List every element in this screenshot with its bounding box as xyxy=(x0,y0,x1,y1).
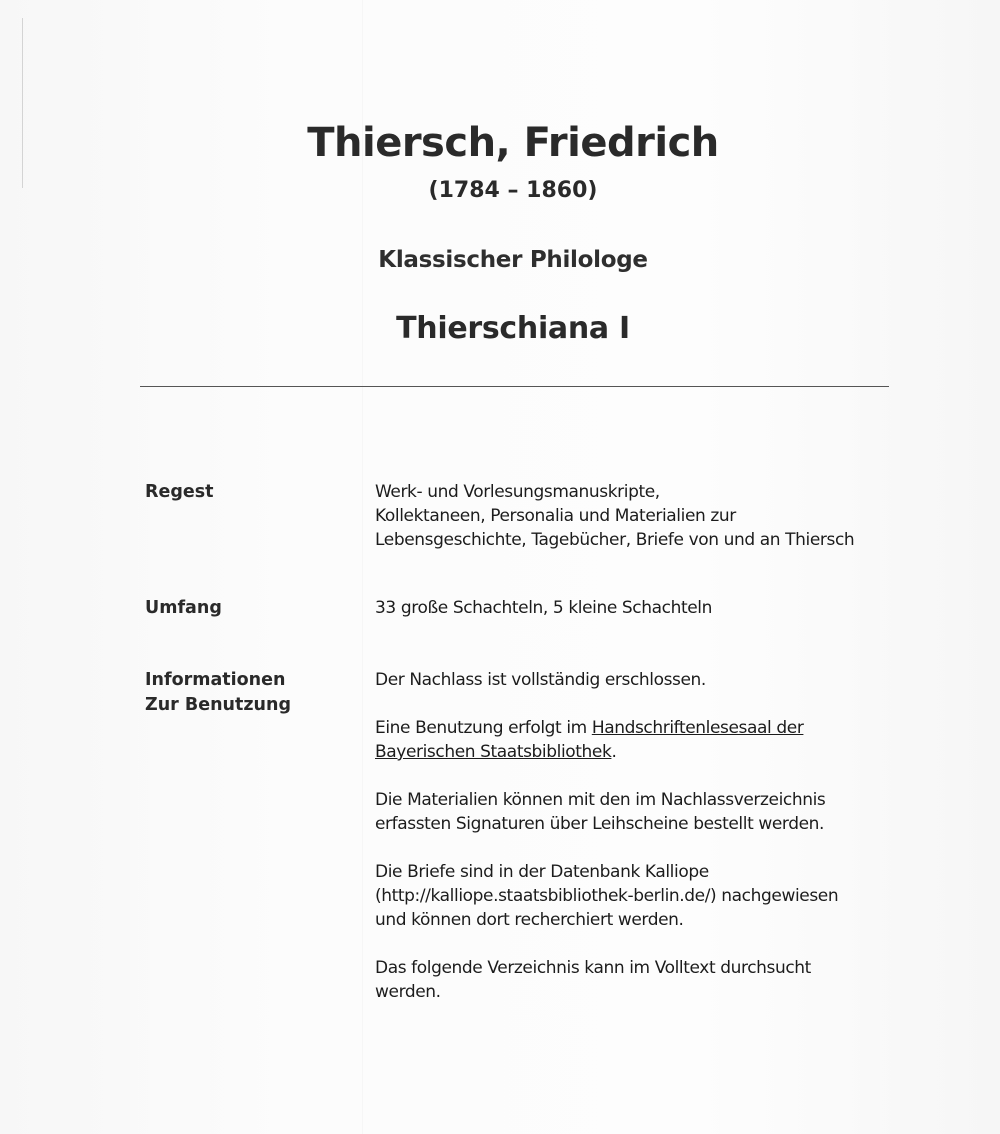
info-fulltext-line: werden. xyxy=(375,982,441,1002)
info-fulltext-line: Das folgende Verzeichnis kann im Volltext durchsucht xyxy=(375,958,811,978)
info-ordering-line: Die Materialien können mit den im Nachlassverzeichnis xyxy=(375,790,826,810)
scan-fold-shadow xyxy=(362,0,363,1134)
info-usage-line2 xyxy=(375,740,915,764)
info-paragraph-kalliope xyxy=(375,860,915,932)
library-link[interactable]: Bayerischen Staatsbibliothek xyxy=(375,742,612,762)
info-usage-suffix: . xyxy=(611,742,617,762)
umfang-label: Umfang xyxy=(145,598,222,618)
header-divider xyxy=(140,386,889,387)
info-usage-prefix: Eine Benutzung erfolgt im xyxy=(375,718,592,738)
info-paragraph-ordering xyxy=(375,788,915,836)
regest-line: Kollektaneen, Personalia und Materialien zur xyxy=(375,506,736,526)
collection-title: Thierschiana I xyxy=(396,311,630,346)
page-title: Thiersch, Friedrich xyxy=(307,120,719,166)
info-paragraph-fulltext xyxy=(375,956,915,1004)
life-dates: (1784 – 1860) xyxy=(428,178,598,203)
regest-label: Regest xyxy=(145,482,214,502)
informationen-label xyxy=(145,668,355,718)
info-usage-line1 xyxy=(375,716,915,740)
umfang-value: 33 große Schachteln, 5 kleine Schachteln xyxy=(375,598,712,618)
info-status-text: Der Nachlass ist vollständig erschlossen. xyxy=(375,670,706,690)
informationen-value xyxy=(375,668,915,1028)
info-kalliope-line: und können dort recherchiert werden. xyxy=(375,910,684,930)
regest-value xyxy=(375,480,915,552)
info-ordering-line: erfassten Signaturen über Leihscheine bestellt werden. xyxy=(375,814,825,834)
informationen-label-line1: Informationen xyxy=(145,670,286,690)
profession-subtitle: Klassischer Philologe xyxy=(378,247,648,273)
info-kalliope-url-line: (http://kalliope.staatsbibliothek-berlin.de/) nachgewiesen xyxy=(375,886,839,906)
info-paragraph-usage xyxy=(375,716,915,764)
informationen-label-line2: Zur Benutzung xyxy=(145,695,291,715)
info-paragraph-status xyxy=(375,668,915,692)
regest-line: Werk- und Vorlesungsmanuskripte, xyxy=(375,482,660,502)
info-kalliope-line: Die Briefe sind in der Datenbank Kalliope xyxy=(375,862,709,882)
reading-room-link[interactable]: Handschriftenlesesaal der xyxy=(591,718,804,738)
regest-line: Lebensgeschichte, Tagebücher, Briefe von und an Thiersch xyxy=(375,530,855,550)
